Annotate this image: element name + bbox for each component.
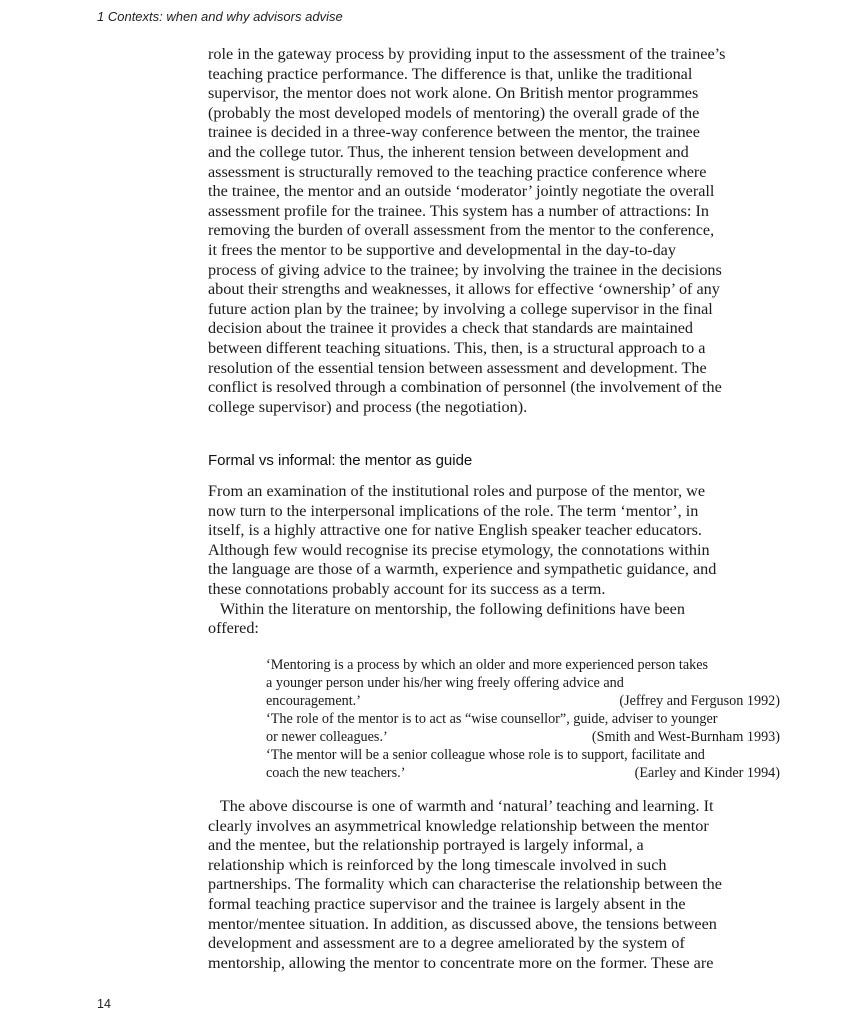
- quote-citation: (Earley and Kinder 1994): [634, 765, 780, 781]
- text-line: trainee is decided in a three-way conference between the mentor, the trainee: [208, 123, 700, 142]
- page-number: 14: [97, 997, 111, 1011]
- text-line: mentorship, allowing the mentor to concentrate more on the former. These are: [208, 953, 714, 972]
- quote-line: a younger person under his/her wing freely offering advice and: [266, 675, 624, 691]
- section-heading: Formal vs informal: the mentor as guide: [208, 452, 473, 469]
- quote-text: coach the new teachers.’: [266, 765, 406, 781]
- body-paragraph-2: [208, 482, 788, 639]
- text-line: assessment is structurally removed to the teaching practice conference where: [208, 162, 707, 181]
- text-line: teaching practice performance. The difference is that, unlike the traditional: [208, 64, 693, 83]
- text-line: the language are those of a warmth, experience and sympathetic guidance, and: [208, 560, 717, 579]
- text-line: offered:: [208, 619, 259, 638]
- text-line: Although few would recognise its precise etymology, the connotations within: [208, 540, 710, 559]
- quote-citation: (Smith and West-Burnham 1993): [591, 729, 780, 745]
- quote-block: [266, 656, 780, 710]
- quote-block: [266, 710, 780, 746]
- text-line: and the mentee, but the relationship portrayed is largely informal, a: [208, 836, 644, 855]
- text-line: the trainee, the mentor and an outside ‘moderator’ jointly negotiate the overall: [208, 182, 715, 201]
- text-line: clearly involves an asymmetrical knowledge relationship between the mentor: [208, 816, 709, 835]
- text-line: formal teaching practice supervisor and the trainee is largely absent in the: [208, 894, 686, 913]
- text-line: about their strengths and weaknesses, it allows for effective ‘ownership’ of any: [208, 280, 720, 299]
- body-paragraph-1: [208, 45, 788, 417]
- text-line: removing the burden of overall assessment from the mentor to the conference,: [208, 221, 715, 240]
- text-line: future action plan by the trainee; by involving a college supervisor in the final: [208, 299, 713, 318]
- quote-line: ‘The role of the mentor is to act as “wise counsellor”, guide, adviser to younger: [266, 711, 718, 727]
- text-line: (probably the most developed models of mentoring) the overall grade of the: [208, 103, 700, 122]
- text-line: college supervisor) and process (the negotiation).: [208, 397, 528, 416]
- text-line: these connotations probably account for its success as a term.: [208, 579, 606, 598]
- quote-line: ‘Mentoring is a process by which an older and more experienced person takes: [266, 657, 709, 673]
- quote-text: or newer colleagues.’: [266, 729, 388, 745]
- block-quotes: [266, 656, 780, 782]
- text-line: development and assessment are to a degree ameliorated by the system of: [208, 934, 685, 953]
- quote-text: encouragement.’: [266, 693, 361, 709]
- body-paragraph-3: [208, 797, 788, 973]
- quote-line: ‘The mentor will be a senior colleague whose role is to support, facilitate and: [266, 747, 705, 763]
- text-line: it frees the mentor to be supportive and developmental in the day-to-day: [208, 240, 676, 259]
- quote-citation: (Jeffrey and Ferguson 1992): [619, 693, 780, 709]
- text-line: and the college tutor. Thus, the inherent tension between development and: [208, 142, 689, 161]
- text-line: role in the gateway process by providing input to the assessment of the trainee’s: [208, 45, 726, 63]
- text-line: From an examination of the institutional roles and purpose of the mentor, we: [208, 482, 706, 500]
- text-line: supervisor, the mentor does not work alone. On British mentor programmes: [208, 84, 699, 103]
- text-line: resolution of the essential tension between assessment and development. The: [208, 358, 707, 377]
- text-line: relationship which is reinforced by the long timescale involved in such: [208, 855, 667, 874]
- quote-last-line: [266, 728, 780, 746]
- text-line: Within the literature on mentorship, the following definitions have been: [208, 599, 685, 618]
- text-line: partnerships. The formality which can characterise the relationship between the: [208, 875, 722, 894]
- text-line: conflict is resolved through a combination of personnel (the involvement of the: [208, 378, 722, 397]
- text-line: between different teaching situations. This, then, is a structural approach to a: [208, 338, 706, 357]
- quote-last-line: [266, 692, 780, 710]
- quote-last-line: [266, 764, 780, 782]
- quote-block: [266, 746, 780, 782]
- text-line: The above discourse is one of warmth and ‘natural’ teaching and learning. It: [208, 797, 714, 815]
- text-line: itself, is a highly attractive one for native English speaker teacher educators.: [208, 521, 702, 540]
- text-line: process of giving advice to the trainee; by involving the trainee in the decisions: [208, 260, 722, 279]
- text-line: now turn to the interpersonal implications of the role. The term ‘mentor’, in: [208, 501, 699, 520]
- text-line: assessment profile for the trainee. This system has a number of attractions: In: [208, 201, 709, 220]
- running-header: 1 Contexts: when and why advisors advise: [97, 9, 343, 24]
- text-line: decision about the trainee it provides a check that standards are maintained: [208, 319, 693, 338]
- text-line: mentor/mentee situation. In addition, as discussed above, the tensions between: [208, 914, 717, 933]
